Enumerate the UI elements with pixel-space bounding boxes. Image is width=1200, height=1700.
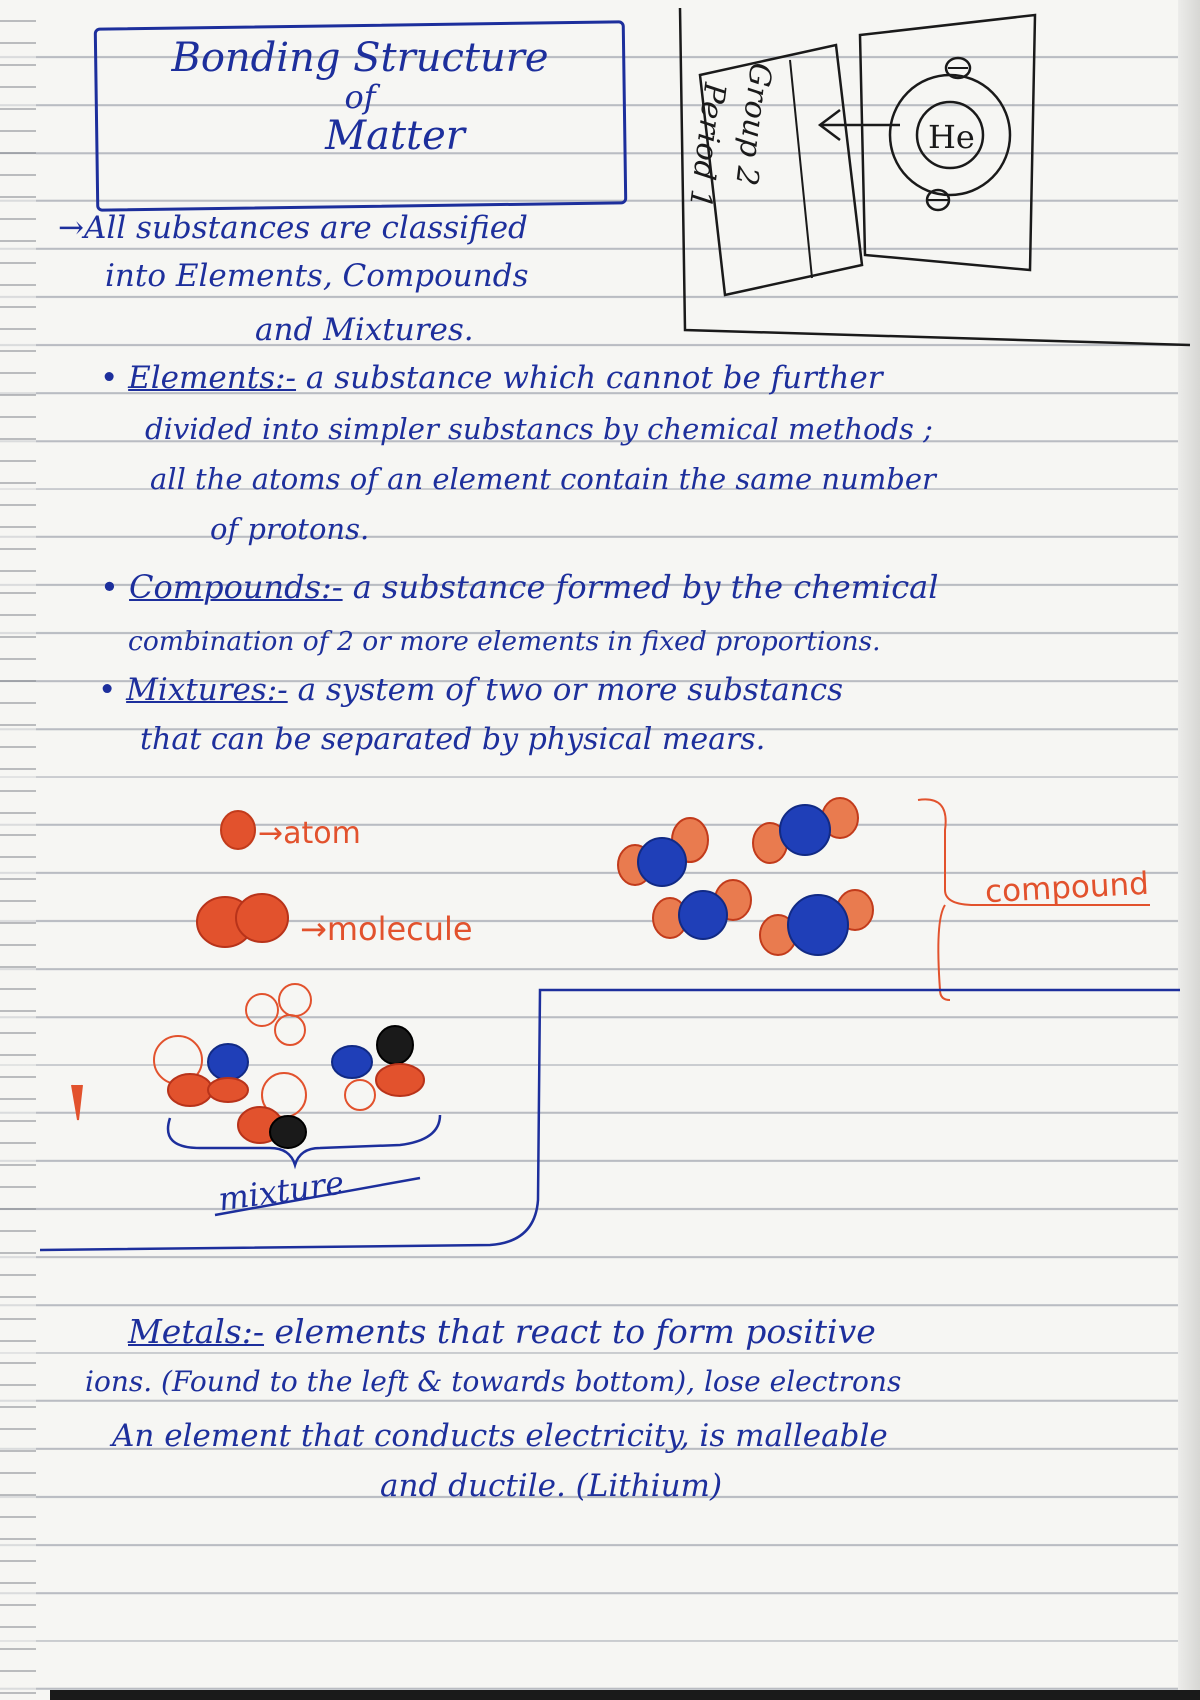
metals-definition-line-4: and ductile. (Lithium): [380, 1468, 723, 1504]
title-line-1: Bonding Structure: [171, 35, 549, 81]
page-bottom-edge: [50, 1690, 1200, 1700]
intro-line-3: and Mixtures.: [255, 312, 474, 348]
mixtures-definition-line-2: that can be separated by physical mears.: [140, 722, 766, 757]
intro-line-1: →All substances are classified: [58, 210, 528, 246]
elements-definition-line-2: divided into simpler substancs by chemical methods ;: [145, 412, 933, 446]
metals-definition-line-1: [128, 1312, 876, 1351]
compound-molecules: [618, 798, 873, 955]
mixture-section-border: [40, 990, 1180, 1250]
elements-term: Elements:-: [128, 360, 297, 396]
atom-symbol-icon: [221, 811, 255, 849]
compound-bracket-lower: [938, 905, 950, 1000]
metals-term: Metals:-: [128, 1312, 265, 1351]
elements-text-1: a substance which cannot be further: [305, 360, 883, 396]
compound-label: compound: [984, 865, 1150, 911]
mixtures-definition-line-1: • Mixtures:- a system of two or more substancs: [98, 672, 843, 708]
elements-definition-line-4: of protons.: [210, 512, 370, 546]
molecule-symbol-icon: [197, 894, 288, 947]
compounds-definition-line-2: combination of 2 or more elements in fixed proportions.: [128, 626, 881, 657]
intro-line-2: into Elements, Compounds: [105, 258, 529, 294]
mixture-label: mixture: [215, 1163, 347, 1219]
elements-definition-line-1: • Elements:- a substance which cannot be further: [100, 360, 883, 396]
compounds-text-1: a substance formed by the chemical: [352, 568, 939, 606]
compounds-definition-line-1: • Compounds:- a substance formed by the chemical: [100, 568, 939, 606]
mixtures-text-1: a system of two or more substancs: [297, 672, 843, 708]
title-line-2: of: [344, 78, 376, 116]
compounds-term: Compounds:-: [129, 568, 343, 606]
group-label: Group 2: [728, 60, 778, 188]
atom-label: →atom: [258, 816, 361, 851]
mixture-particles: [154, 984, 424, 1148]
period-label: Period 1: [681, 80, 732, 211]
elements-definition-line-3: all the atoms of an element contain the same number: [150, 462, 936, 496]
metals-text-1: elements that react to form positive: [274, 1312, 876, 1351]
metals-definition-line-2: ions. (Found to the left & towards bottom), lose electrons: [85, 1365, 902, 1398]
group-period-card: [700, 45, 862, 295]
metals-definition-line-3: An element that conducts electricity, is malleable: [112, 1418, 888, 1454]
element-symbol: He: [928, 118, 975, 156]
title-line-3: Matter: [325, 113, 465, 159]
pencil-mark-icon: [72, 1085, 82, 1120]
mixtures-term: Mixtures:-: [126, 672, 288, 708]
molecule-label: →molecule: [300, 910, 473, 948]
